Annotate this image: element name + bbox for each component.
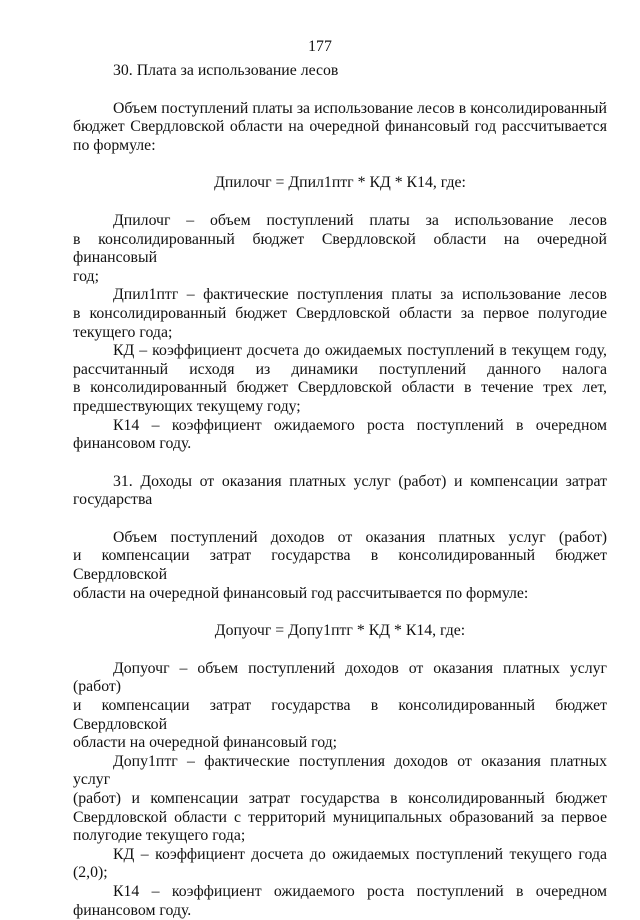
- section-30-intro: [73, 100, 607, 156]
- section-30-definitions: [73, 212, 607, 454]
- definition-dpil1ptg: [73, 286, 607, 342]
- page-number: 177: [308, 38, 332, 55]
- text-line: финансовом году.: [73, 435, 192, 453]
- definition-kd-2: [73, 846, 607, 883]
- text-line: год;: [73, 267, 99, 285]
- text-line: 31. Доходы от оказания платных услуг (работ) и компенсации затрат: [113, 472, 607, 490]
- text-line: в консолидированный бюджет Свердловской области в течение трех лет,: [73, 379, 607, 397]
- definition-dopu1ptg: [73, 753, 607, 846]
- section-30-formula: Дпилочг = Дпил1птг * КД * К14, где:: [214, 174, 466, 192]
- text-line: (работ) и компенсации затрат государства в консолидированный бюджет: [73, 790, 607, 807]
- text-line: рассчитанный исходя из динамики поступлений данного налога: [73, 360, 607, 378]
- text-line: К14 – коэффициент ожидаемого роста поступлений в очередном: [113, 416, 607, 434]
- text-line: финансовом году.: [73, 901, 192, 919]
- text-line: в консолидированный бюджет Свердловской области на очередной финансовый: [73, 230, 607, 267]
- text-line: Объем поступлений доходов от оказания платных услуг (работ): [113, 528, 607, 546]
- section-31-intro: [73, 529, 607, 603]
- page-content: [73, 62, 607, 920]
- text-line: бюджет Свердловской области на очередной финансовый год рассчитывается: [73, 118, 607, 136]
- text-line: Допу1птг – фактические поступления доходов от оказания платных услуг: [73, 752, 607, 789]
- definition-k14-2: [73, 883, 607, 920]
- text-line: Дпилочг – объем поступлений платы за использование лесов: [113, 211, 607, 229]
- section-31-title: [73, 473, 607, 510]
- text-line: предшествующих текущему году;: [73, 397, 301, 415]
- definition-k14: [73, 417, 607, 454]
- text-line: по формуле:: [73, 136, 156, 154]
- text-line: полугодие текущего года;: [73, 827, 246, 845]
- text-line: Объем поступлений платы за использование лесов в консолидированный: [113, 99, 607, 117]
- section-31-definitions: [73, 660, 607, 920]
- text-line: и компенсации затрат государства в консолидированный бюджет Свердловской: [73, 697, 607, 733]
- text-line: Допуочг – объем поступлений доходов от оказания платных услуг (работ): [73, 659, 607, 696]
- text-line: КД – коэффициент досчета до ожидаемых поступлений в текущем году,: [113, 342, 607, 360]
- text-line: государства: [73, 491, 153, 509]
- text-line: в консолидированный бюджет Свердловской области за первое полугодие: [73, 304, 607, 322]
- definition-dpilochg: [73, 212, 607, 286]
- definition-dopuochg: [73, 660, 607, 753]
- definition-kd: [73, 342, 607, 416]
- text-line: Дпил1птг – фактические поступления платы за использование лесов: [113, 286, 607, 304]
- text-line: Свердловской области с территорий муниципальных образований за первое: [73, 808, 607, 826]
- text-line: К14 – коэффициент ожидаемого роста поступлений в очередном: [113, 882, 607, 900]
- section-30-title: 30. Плата за использование лесов: [113, 62, 339, 79]
- text-line: области на очередной финансовый год рассчитывается по формуле:: [73, 584, 529, 602]
- text-line: и компенсации затрат государства в консолидированный бюджет Свердловской: [73, 547, 607, 584]
- text-line: текущего года;: [73, 323, 173, 341]
- text-line: области на очередной финансовый год;: [73, 734, 338, 752]
- section-31-formula: Допуочг = Допу1птг * КД * К14, где:: [214, 622, 466, 640]
- text-line: КД – коэффициент досчета до ожидаемых поступлений текущего года (2,0);: [73, 845, 607, 882]
